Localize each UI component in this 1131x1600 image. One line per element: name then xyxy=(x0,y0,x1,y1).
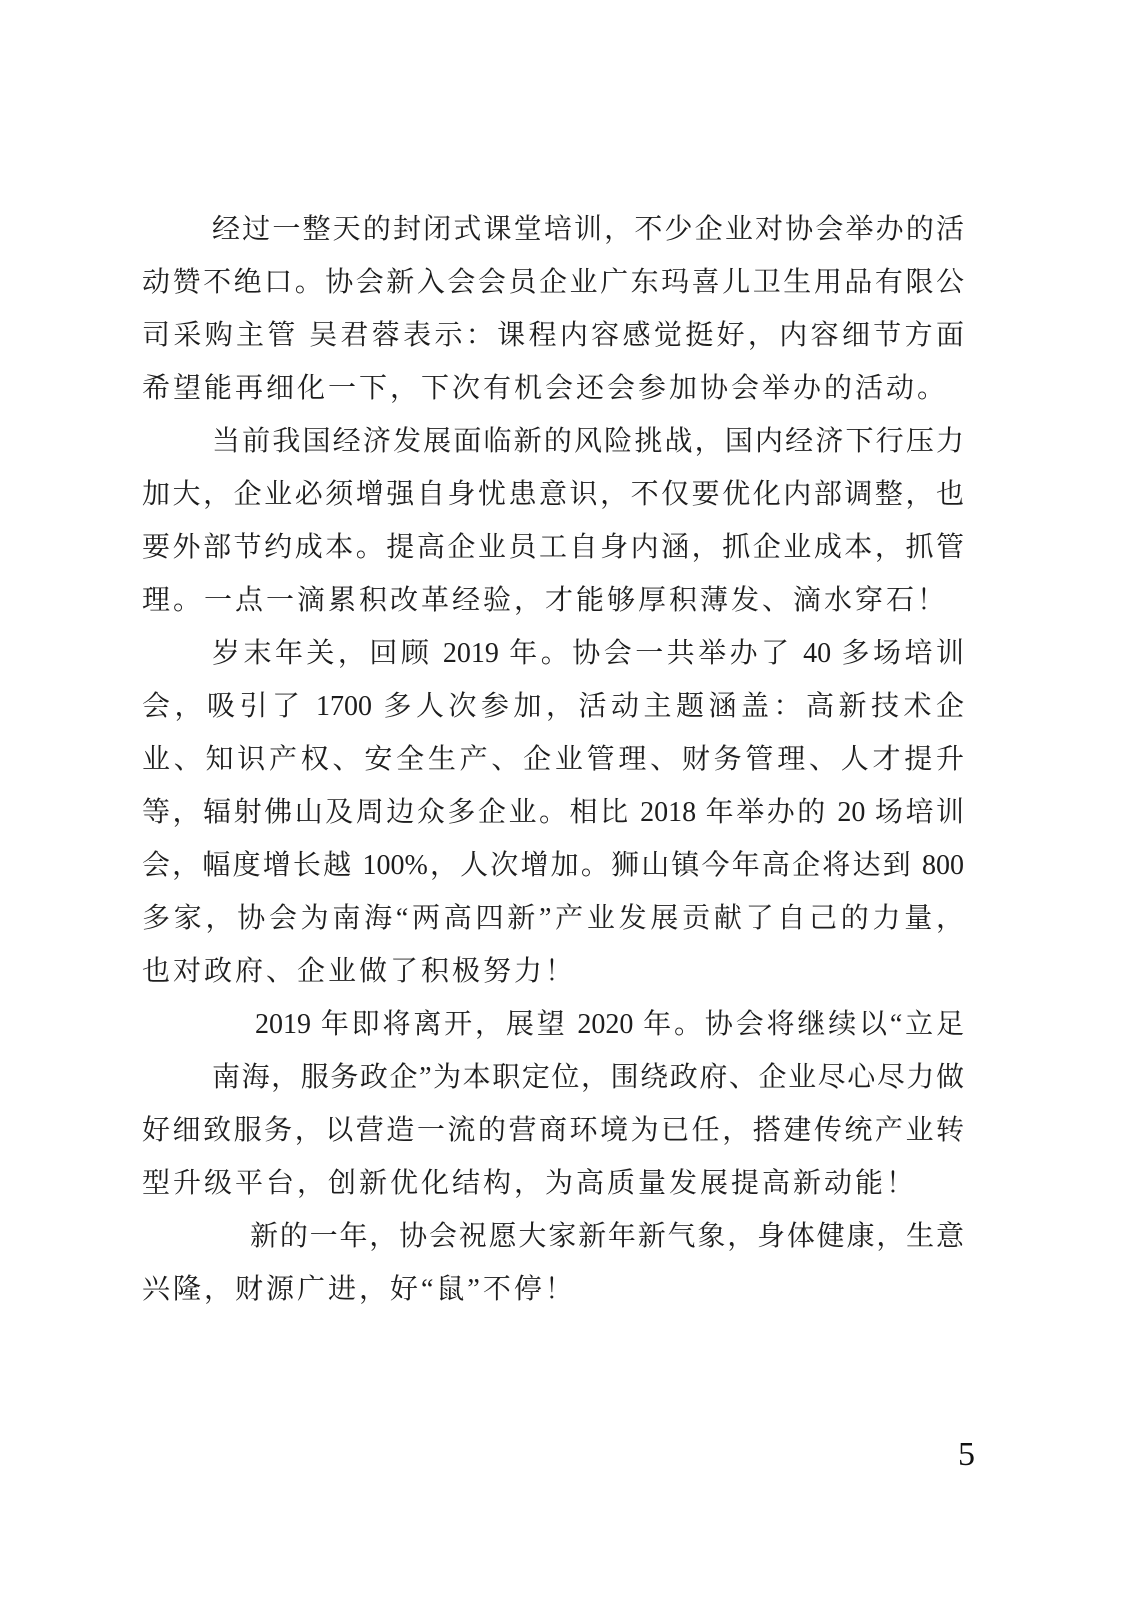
paragraph xyxy=(142,415,964,627)
text-line: 新的一年，协会祝愿大家新年新气象，身体健康，生意 xyxy=(250,1221,964,1252)
text-line: 当前我国经济发展面临新的风险挑战，国内经济下行压力 xyxy=(212,426,964,457)
text-line: 南海，服务政企”为本职定位，围绕政府、企业尽心尽力做 xyxy=(212,1062,964,1093)
paragraph xyxy=(142,627,964,998)
text-line: 好细致服务，以营造一流的营商环境为已任，搭建传统产业转 xyxy=(142,1115,964,1146)
paragraph xyxy=(142,1210,964,1316)
text-line: 动赞不绝口。协会新入会会员企业广东玛喜儿卫生用品有限公 xyxy=(142,267,964,298)
text-line: 会，吸引了 1700 多人次参加，活动主题涵盖：高新技术企 xyxy=(142,691,964,722)
text-line: 兴隆，财源广进，好“鼠”不停！ xyxy=(142,1274,576,1305)
text-line: 加大，企业必须增强自身忧患意识，不仅要优化内部调整，也 xyxy=(142,479,964,510)
page-number: 5 xyxy=(958,1436,975,1473)
text-line: 型升级平台，创新优化结构，为高质量发展提高新动能！ xyxy=(142,1168,918,1199)
text-line: 多家，协会为南海“两高四新”产业发展贡献了自己的力量， xyxy=(142,903,964,934)
text-line: 经过一整天的封闭式课堂培训，不少企业对协会举办的活 xyxy=(212,214,964,245)
text-line: 希望能再细化一下，下次有机会还会参加协会举办的活动。 xyxy=(142,373,949,404)
text-line: 等，辐射佛山及周边众多企业。相比 2018 年举办的 20 场培训 xyxy=(142,797,964,828)
text-line: 业、知识产权、安全生产、企业管理、财务管理、人才提升 xyxy=(142,744,964,775)
text-line: 会，幅度增长越 100%，人次增加。狮山镇今年高企将达到 800 xyxy=(142,850,964,881)
text-line: 司采购主管 吴君蓉表示：课程内容感觉挺好，内容细节方面 xyxy=(142,320,964,351)
text-line: 2019 年即将离开，展望 2020 年。协会将继续以“立足 xyxy=(255,1009,964,1040)
text-line: 要外部节约成本。提高企业员工自身内涵，抓企业成本，抓管 xyxy=(142,532,964,563)
text-line: 岁末年关，回顾 2019 年。协会一共举办了 40 多场培训 xyxy=(212,638,964,669)
document-body xyxy=(142,203,964,1316)
text-line: 理。一点一滴累积改革经验，才能够厚积薄发、滴水穿石！ xyxy=(142,585,949,616)
text-line: 也对政府、企业做了积极努力！ xyxy=(142,956,577,987)
paragraph xyxy=(142,998,964,1210)
paragraph xyxy=(142,203,964,415)
